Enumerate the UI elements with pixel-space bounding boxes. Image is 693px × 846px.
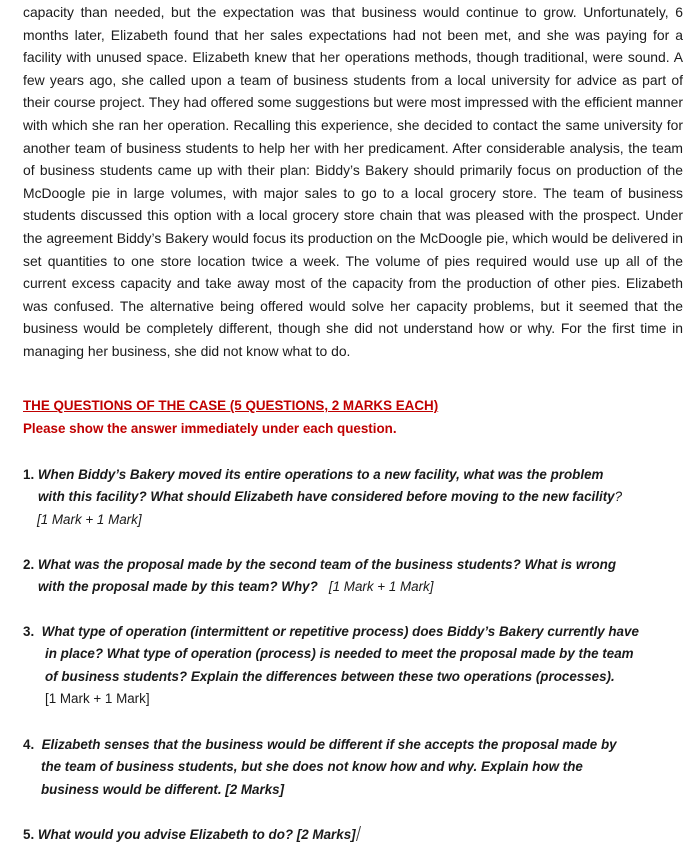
question-line <box>23 464 622 486</box>
question-number: 1. <box>23 467 35 482</box>
question-2 <box>23 554 616 599</box>
question-line <box>23 666 639 688</box>
question-marks: [1 Mark + 1 Mark] <box>45 691 150 707</box>
question-number: 4. <box>23 737 35 752</box>
question-text: with the proposal made by this team? Why? <box>38 579 318 595</box>
question-line <box>23 779 617 801</box>
question-marks: [1 Mark + 1 Mark] <box>328 579 434 595</box>
question-marks: [1 Mark + 1 Mark] <box>37 511 142 527</box>
question-line <box>23 621 639 643</box>
question-text: business would be different. [2 Marks] <box>41 781 285 797</box>
question-text: of business students? Explain the differences between these two operations (processes). <box>45 668 615 684</box>
question-4 <box>23 734 617 801</box>
question-text: What type of operation (intermittent or repetitive process) does Biddy’s Bakery currently have <box>41 624 639 639</box>
question-trailing-mark: ? <box>614 489 623 505</box>
question-line <box>23 576 616 598</box>
question-line <box>23 486 622 508</box>
question-number: 2. <box>23 557 35 572</box>
question-3 <box>23 621 639 711</box>
question-text: the team of business students, but she does not know how and why. Explain how the <box>41 759 583 775</box>
case-narrative-paragraph: capacity than needed, but the expectation was that business would continue to grow. Unfortunately, 6 months later, Elizabeth found that her sales expectations had not been met, and she was paying for a facility with unused space. Elizabeth knew that her operations methods, though traditional, were sound. A few years ago, she called upon a team of business students from a local university for advice as part of their course project. They had offered some suggestions but were most impressed with the efficient manner with which she ran her operation. Recalling this experience, she decided to contact the same university for another team of business students to help her with her predicament. After considerable analysis, the team of business students came up with their plan: Biddy’s Bakery should primarily focus on production of the McDoogle pie in large volumes, with major sales to go to a local grocery store. The team of business students discussed this option with a local grocery store chain that was pleased with the prospect. Under the agreement Biddy’s Bakery would focus its production on the McDoogle pie, which would be delivered in set quantities to one store location twice a week. The volume of pies required would use up all of the current excess capacity and take away most of the capacity from the production of other pies. Elizabeth was confused. The alternative being offered would solve her capacity problems, but it seemed that the business would be completely different, though she did not understand how or why. For the first time in managing her business, she did not know what to do. <box>23 4 683 359</box>
question-number: 3. <box>23 624 35 639</box>
text-cursor <box>356 826 361 841</box>
question-text: Elizabeth senses that the business would be different if she accepts the proposal made by <box>41 737 617 752</box>
question-text: When Biddy’s Bakery moved its entire operations to a new facility, what was the problem <box>37 467 604 482</box>
question-line <box>23 756 617 778</box>
question-1 <box>23 464 622 531</box>
answer-instruction: Please show the answer immediately under each question. <box>23 421 397 436</box>
question-text: with this facility? What should Elizabeth have considered before moving to the new facility <box>38 489 615 505</box>
question-text: What was the proposal made by the second team of the business students? What is wrong <box>37 557 617 572</box>
question-line <box>23 554 616 576</box>
questions-heading: THE QUESTIONS OF THE CASE (5 QUESTIONS, 2 MARKS EACH) <box>23 398 439 413</box>
question-text: What would you advise Elizabeth to do? [2 Marks] <box>37 827 356 842</box>
question-number: 5. <box>23 827 35 842</box>
question-text: in place? What type of operation (process) is needed to meet the proposal made by the team <box>45 646 634 662</box>
question-line <box>23 643 639 665</box>
question-line <box>23 734 617 756</box>
